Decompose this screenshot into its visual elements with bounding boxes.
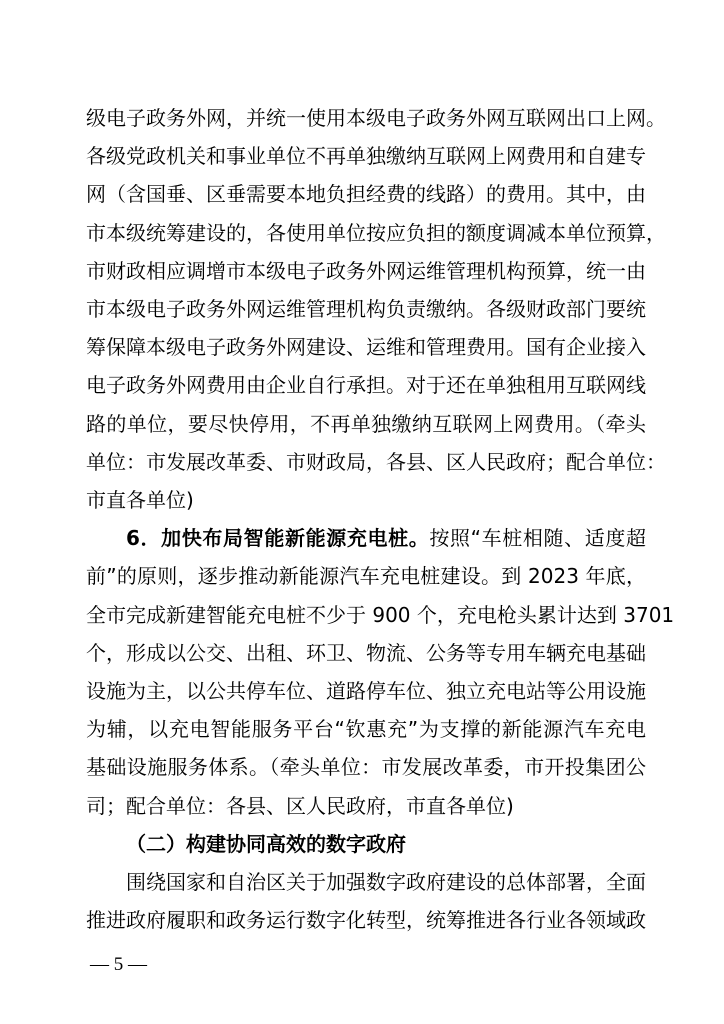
paragraph-line: 市本级统筹建设的，各使用单位按应负担的额度调减本单位预算， <box>86 220 666 245</box>
paragraph-line: 筹保障本级电子政务外网建设、运维和管理费用。国有企业接入 <box>86 335 646 360</box>
paragraph-line: 级电子政务外网，并统一使用本级电子政务外网互联网出口上网。 <box>86 106 666 130</box>
item6-line: 司；配合单位：各县、区人民政府，市直各单位) <box>86 793 514 818</box>
paragraph-line: 市本级电子政务外网运维管理机构负责缴纳。各级财政部门要统 <box>86 297 646 321</box>
item6-line: 为辅，以充电智能服务平台“钦惠充”为支撑的新能源汽车充电 <box>86 717 646 742</box>
paragraph-line: 网（含国垂、区垂需要本地负担经费的线路）的费用。其中，由 <box>86 182 646 207</box>
item6-heading: 6．加快布局智能新能源充电桩。 <box>126 526 430 551</box>
page-number: — 5 — <box>90 954 147 975</box>
paragraph-line: 电子政务外网费用由企业自行承担。对于还在单独租用互联网线 <box>86 373 646 398</box>
paragraph-line: 路的单位，要尽快停用，不再单独缴纳互联网上网费用。（牵头 <box>86 411 646 436</box>
section-heading: （二）构建协同高效的数字政府 <box>126 831 406 856</box>
item6-first-line <box>126 518 646 558</box>
paragraph-line: 市财政相应调增市本级电子政务外网运维管理机构预算，统一由 <box>86 258 646 283</box>
paragraph-line: 各级党政机关和事业单位不再单独缴纳互联网上网费用和自建专 <box>86 144 646 169</box>
section-line: 推进政府履职和政务运行数字化转型，统筹推进各行业各领域政 <box>86 908 646 933</box>
paragraph-line: 市直各单位) <box>86 488 194 512</box>
item6-first-line-rest: 按照“车桩相随、适度超 <box>429 526 646 551</box>
item6-line: 设施为主，以公共停车位、道路停车位、独立充电站等公用设施 <box>86 679 646 703</box>
paragraph-line: 单位：市发展改革委、市财政局，各县、区人民政府；配合单位： <box>86 449 666 474</box>
item6-line: 个，形成以公交、出租、环卫、物流、公务等专用车辆充电基础 <box>86 640 646 665</box>
item6-line: 前”的原则，逐步推动新能源汽车充电桩建设。到 2023 年底， <box>86 564 646 589</box>
section-line: 围绕国家和自治区关于加强数字政府建设的总体部署，全面 <box>126 870 646 894</box>
item6-line: 基础设施服务体系。（牵头单位：市发展改革委，市开投集团公 <box>86 755 646 780</box>
item6-line: 全市完成新建智能充电桩不少于 900 个，充电枪头累计达到 3701 <box>86 602 675 627</box>
